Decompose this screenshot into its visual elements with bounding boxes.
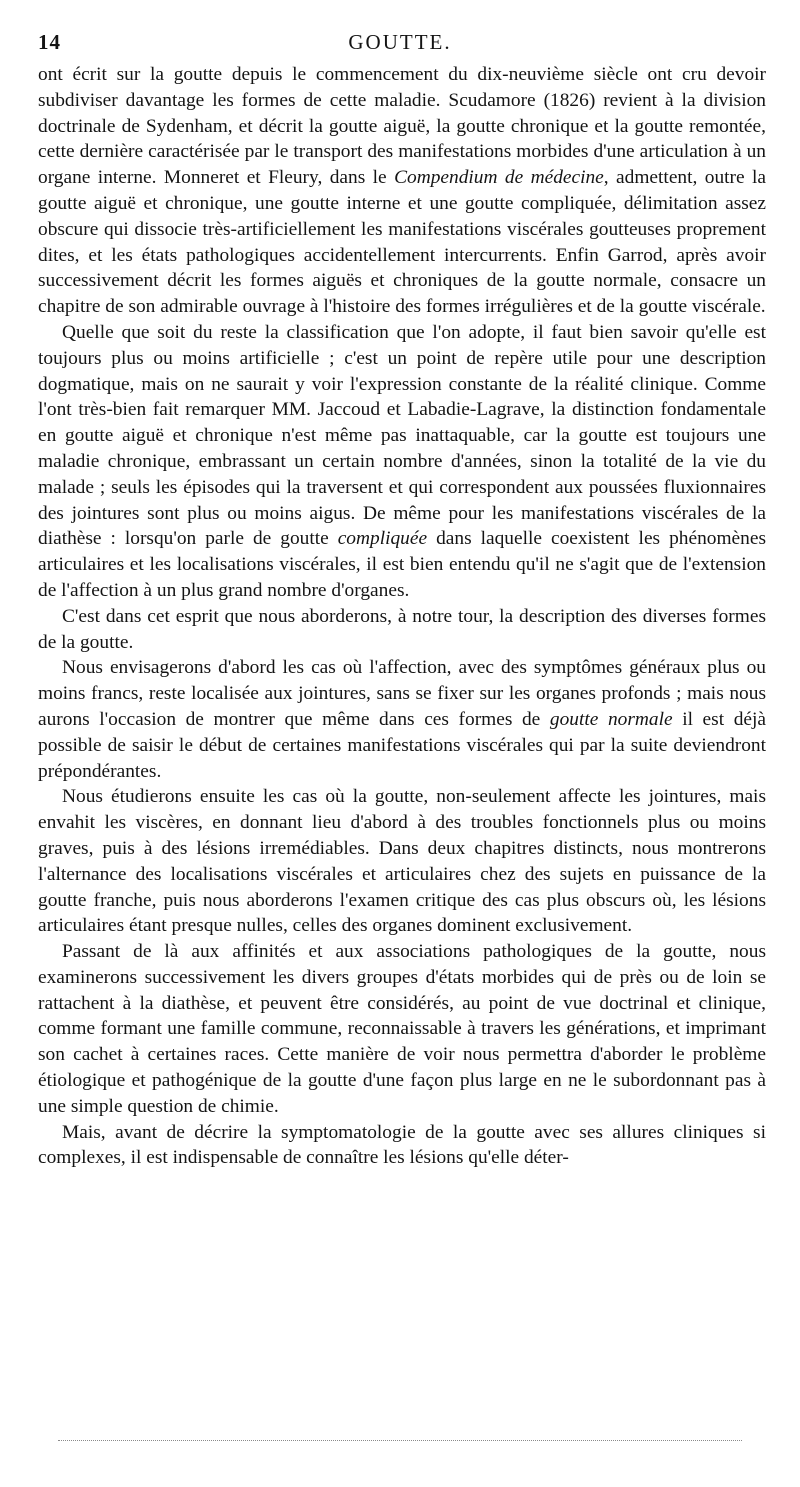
page-header [30,26,770,58]
paragraph [38,320,766,604]
text-run: , admettent, outre la goutte aiguë et chronique, une goutte interne et une goutte compliquée, délimitation assez obscure qui dissocie très-artificiellement les manifestations viscérales goutteuses proprement dites, et les états pathologiques accidentellement intercurrents. Enfin Garrod, après avoir successivement décrit les formes aiguës et chroniques de la goutte normale, consacre un chapitre de son admirable ouvrage à l'histoire des formes irrégulières et de la goutte viscérale. [38,167,766,318]
paragraph [38,939,766,1120]
paragraph [38,784,766,939]
text-run: C'est dans cet esprit que nous aborderons, à notre tour, la description des diverses formes de la goutte. [38,605,766,653]
text-run: Mais, avant de décrire la symptomatologie de la goutte avec ses allures cliniques si complexes, il est indispensable de connaître les lésions qu'elle déter- [38,1121,766,1169]
italic-text: Compendium de médecine [394,167,604,189]
footer-dotted-rule [58,1440,742,1441]
text-run: Passant de là aux affinités et aux associations pathologiques de la goutte, nous examinerons successivement les divers groupes d'états morbides qui de près ou de loin se rattachent à la diathèse, et peuvent être considérés, au point de vue doctrinal et clinique, comme formant une famille commune, reconnaissable à travers les générations, et imprimant son cachet à certaines races. Cette manière de voir nous permettra d'aborder le problème étiologique et pathogénique de la goutte d'une façon plus large en ne le subordonnant pas à une simple question de chimie. [38,941,766,1117]
paragraph [38,1120,766,1172]
italic-text: goutte normale [549,708,673,730]
italic-text: compliquée [337,528,428,550]
paragraph [38,655,766,784]
text-run: Quelle que soit du reste la classification que l'on adopte, il faut bien savoir qu'elle est toujours plus ou moins artificielle ; c'est un point de repère utile pour une description dogmatique, mais on ne saurait y voir l'expression constante de la réalité clinique. Comme l'ont très-bien fait remarquer MM. Jaccoud et Labadie-Lagrave, la distinction fondamentale en goutte aiguë et chronique n'est même pas inattaquable, car la goutte est toujours une maladie chronique, embrassant un certain nombre d'années, sinon la totalité de la vie du malade ; seuls les épisodes qui la traversent et qui correspondent aux poussées fluxionnaires des jointures sont plus ou moins aigus. De même pour les manifestations viscérales de la diathèse : lorsqu'on parle de goutte [38,321,766,550]
paragraph [38,62,766,320]
page-number: 14 [38,30,61,54]
running-title: GOUTTE. [348,30,452,54]
text-run: il est déjà possible de saisir le début de certaines manifestations viscérales qui par la suite deviendront prépondérantes. [38,708,766,782]
body-text [38,62,766,1171]
text-run: ont écrit sur la goutte depuis le commencement du dix-neuvième siècle ont cru devoir subdiviser davantage les formes de cette maladie. Scudamore (1826) revient à la division doctrinale de Sydenham, et décrit la goutte aiguë, la goutte chronique et la goutte remontée, cette dernière caractérisée par le transport des manifestations morbides d'une articulation à un organe interne. Monneret et Fleury, dans le [38,64,766,189]
text-run: Nous envisagerons d'abord les cas où l'affection, avec des symptômes généraux plus ou moins francs, reste localisée aux jointures, sans se fixer sur les organes profonds ; mais nous aurons l'occasion de montrer que même dans ces formes de [38,657,766,730]
text-run: dans laquelle coexistent les phénomènes articulaires et les localisations viscérales, il est bien entendu qu'il ne s'agit que de l'extension de l'affection à un plus grand nombre d'organes. [38,528,767,601]
paragraph [38,604,766,656]
text-run: Nous étudierons ensuite les cas où la goutte, non-seulement affecte les jointures, mais envahit les viscères, en donnant lieu d'abord à des troubles fonctionnels plus ou moins graves, puis à des lésions irremédiables. Dans deux chapitres distincts, nous montrerons l'alternance des localisations viscérales et articulaires chez des sujets en puissance de la goutte franche, puis nous aborderons l'examen critique des cas plus obscurs où, les lésions articulaires étant presque nulles, celles des organes dominent exclusivement. [38,786,766,937]
